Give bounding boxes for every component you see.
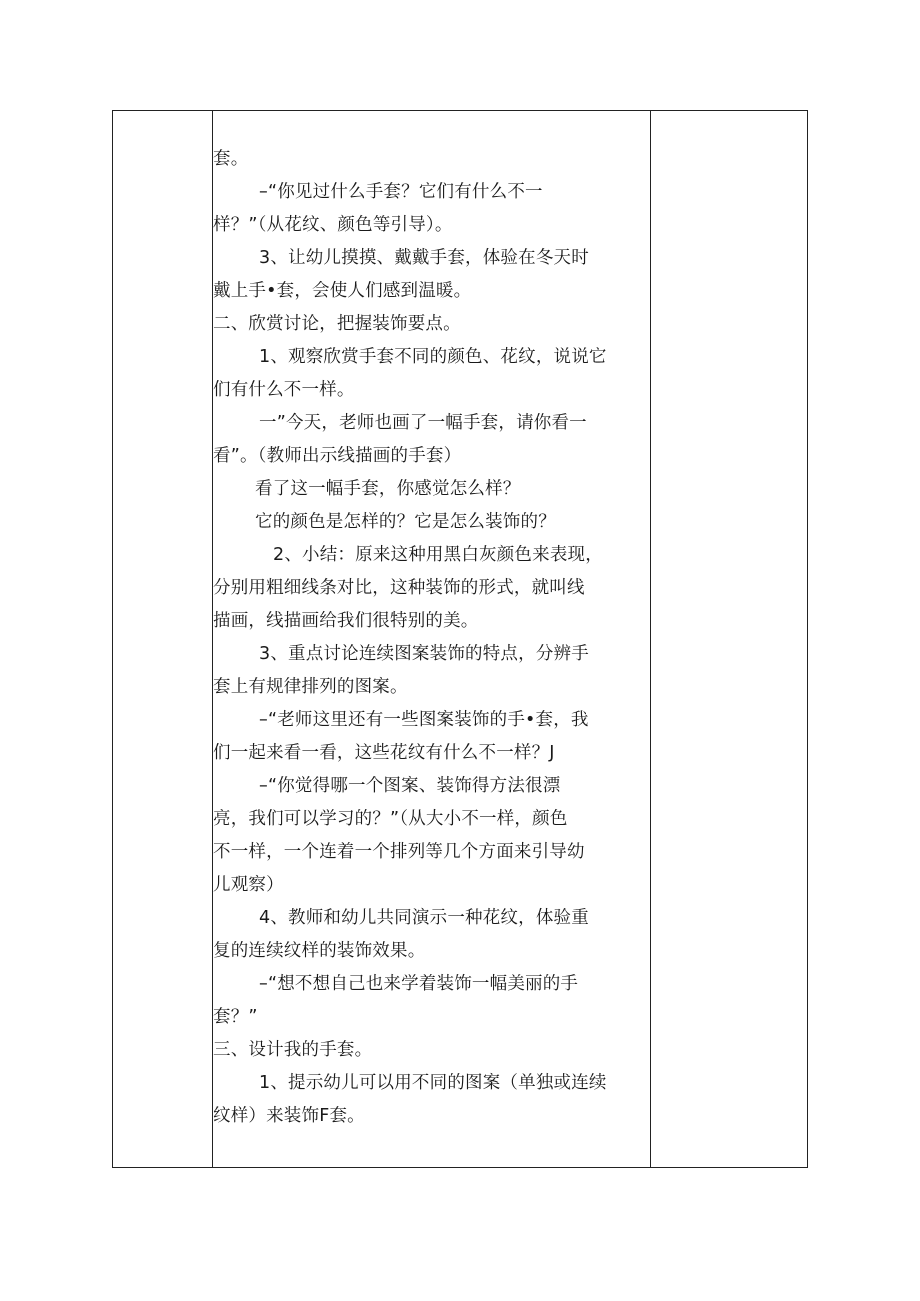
text-line: 戴上手•套，会使人们感到温暖。 bbox=[213, 281, 472, 301]
text-line: –“你见过什么手套？它们有什么不一 bbox=[259, 182, 543, 202]
column-divider-right bbox=[650, 111, 651, 1167]
section-heading: 二、欣赏讨论，把握装饰要点。 bbox=[213, 314, 461, 334]
section-heading: 三、设计我的手套。 bbox=[213, 1040, 373, 1060]
text-line: 1、观察欣赏手套不同的颜色、花纹，说说它 bbox=[259, 347, 607, 367]
text-line: 套上有规律排列的图案。 bbox=[213, 677, 408, 697]
text-line: 3、让幼儿摸摸、戴戴手套，体验在冬天时 bbox=[259, 248, 589, 268]
lesson-plan-table bbox=[112, 110, 808, 1168]
text-line: 它的颜色是怎样的？它是怎么装饰的？ bbox=[255, 512, 556, 532]
text-line: 样？”（从花纹、颜色等引导）。 bbox=[213, 215, 453, 235]
text-line: 描画，线描画给我们很特别的美。 bbox=[213, 611, 479, 631]
text-line: 一”今天，老师也画了一幅手套，请你看一 bbox=[259, 413, 587, 433]
text-line: –“你觉得哪一个图案、装饰得方法很漂 bbox=[259, 776, 561, 796]
text-line: 套？” bbox=[213, 1007, 258, 1027]
text-line: 亮，我们可以学习的？”（从大小不一样，颜色 bbox=[213, 809, 568, 829]
text-line: 们有什么不一样。 bbox=[213, 380, 355, 400]
lesson-content-cell bbox=[213, 143, 649, 1133]
text-line: 看”。（教师出示线描画的手套） bbox=[213, 446, 462, 466]
text-line: 分别用粗细线条对比，这种装饰的形式，就叫线 bbox=[213, 578, 585, 598]
text-line: 们一起来看一看，这些花纹有什么不一样？J bbox=[213, 743, 555, 763]
text-line: 3、重点讨论连续图案装饰的特点，分辨手 bbox=[259, 644, 589, 664]
text-line: –“老师这里还有一些图案装饰的手•套，我 bbox=[259, 710, 589, 730]
text-line: 4、教师和幼儿共同演示一种花纹，体验重 bbox=[259, 908, 589, 928]
text-line: 看了这一幅手套，你感觉怎么样？ bbox=[255, 479, 521, 499]
text-line: 不一样，一个连着一个排列等几个方面来引导幼 bbox=[213, 842, 585, 862]
text-line: 纹样）来装饰F套。 bbox=[213, 1106, 365, 1126]
text-line: –“想不想自己也来学着装饰一幅美丽的手 bbox=[259, 974, 579, 994]
text-line: 套。 bbox=[213, 149, 249, 169]
text-line: 复的连续纹样的装饰效果。 bbox=[213, 941, 426, 961]
text-line: 2、小结：原来这种用黑白灰颜色来表现， bbox=[273, 545, 603, 565]
text-line: 1、提示幼儿可以用不同的图案（单独或连续 bbox=[259, 1073, 607, 1093]
text-line: 儿观察） bbox=[213, 875, 284, 895]
